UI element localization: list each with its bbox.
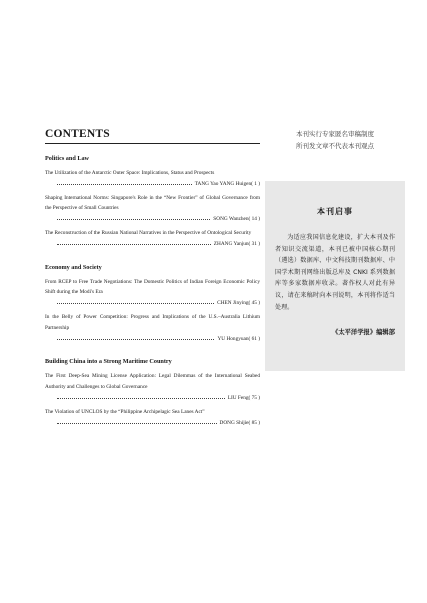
entry-title: From RCEP to Free Trade Negotiations: The Domestic Politics of Indian Foreign Economic Policy Shift during the Modi's Era bbox=[45, 278, 260, 296]
entry-leader-line bbox=[45, 214, 260, 225]
dot-leader bbox=[57, 218, 210, 220]
contents-entry bbox=[45, 168, 260, 190]
notice-line-1: 本刊实行专家匿名审稿制度 bbox=[296, 130, 374, 138]
entry-author-page: CHEN Jinying( 45 ) bbox=[217, 300, 260, 307]
heading-rule bbox=[45, 143, 260, 144]
announcement-body: 为适应我国信息化建设，扩大本刊及作者知识交流渠道，本刊已被中国核心期刊（遴选）数据库、中文科技期刊数据库、中国学术期刊网络出版总库及 CNKI 系列数据库等多家数据库收录。著作权人对此有异议，请在来稿时向本刊说明，本刊将作适当处理。 bbox=[275, 234, 395, 311]
dot-leader bbox=[57, 338, 214, 340]
entry-author-page: LIU Feng( 75 ) bbox=[227, 394, 260, 401]
contents-entry bbox=[45, 228, 260, 250]
entry-title: Shaping International Norms: Singapore's Role in the “New Frontier” of Global Governance from the Perspective of Small Countries bbox=[45, 194, 260, 212]
entry-leader-line bbox=[45, 393, 260, 404]
dot-leader bbox=[57, 243, 211, 245]
section-title: Building China into a Strong Maritime Country bbox=[45, 358, 172, 366]
contents-entry bbox=[45, 312, 260, 344]
contents-section bbox=[45, 155, 260, 250]
dot-leader bbox=[57, 183, 192, 185]
contents-entry bbox=[45, 371, 260, 403]
entry-author-page: DONG Shijie( 85 ) bbox=[219, 419, 260, 426]
contents-sections bbox=[45, 155, 260, 442]
contents-heading: CONTENTS bbox=[45, 128, 110, 140]
review-notice bbox=[265, 128, 405, 152]
entry-leader-line bbox=[45, 179, 260, 190]
entry-title: In the Belly of Power Competition: Progress and Implications of the U.S.–Australia Lithium Partnership bbox=[45, 313, 260, 331]
announcement-title: 本刊启事 bbox=[317, 207, 353, 216]
entry-author-page: SONG Wanzhen( 14 ) bbox=[213, 216, 260, 223]
announcement-signature: 《太平洋学报》编辑部 bbox=[332, 329, 395, 337]
entry-leader-line bbox=[45, 298, 260, 309]
section-title: Economy and Society bbox=[45, 263, 102, 271]
entry-leader-line bbox=[45, 334, 260, 345]
entry-leader-line bbox=[45, 239, 260, 250]
contents-entry bbox=[45, 193, 260, 225]
dot-leader bbox=[57, 302, 214, 304]
entry-author-page: TANG Yao YANG Huigen( 1 ) bbox=[194, 180, 260, 187]
entry-author-page: YU Hongyuan( 61 ) bbox=[217, 335, 260, 342]
entry-author-page: ZHANG Yanjun( 31 ) bbox=[213, 240, 260, 247]
contents-section bbox=[45, 264, 260, 345]
entry-title: The Utilization of the Antarctic Outer Space: Implications, Status and Prospects bbox=[45, 170, 215, 176]
dot-leader bbox=[57, 422, 217, 424]
contents-section bbox=[45, 358, 260, 428]
contents-entry bbox=[45, 277, 260, 309]
section-title: Politics and Law bbox=[45, 155, 90, 162]
entry-title: The First Deep-Sea Mining License Application: Legal Dilemmas of the International Seabed Authority and Challenges to Global Governance bbox=[45, 373, 260, 391]
dot-leader bbox=[57, 397, 225, 399]
entry-title: The Reconstruction of the Russian National Narratives in the Perspective of Ontological Security bbox=[45, 229, 252, 236]
contents-entry bbox=[45, 407, 260, 429]
announcement-box bbox=[265, 181, 405, 371]
notice-line-2: 所刊发文章不代表本刊观点 bbox=[296, 142, 374, 150]
entry-leader-line bbox=[45, 418, 260, 429]
entry-title: The Violation of UNCLOS by the “Philippine Archipelagic Sea Lanes Act” bbox=[45, 408, 205, 415]
